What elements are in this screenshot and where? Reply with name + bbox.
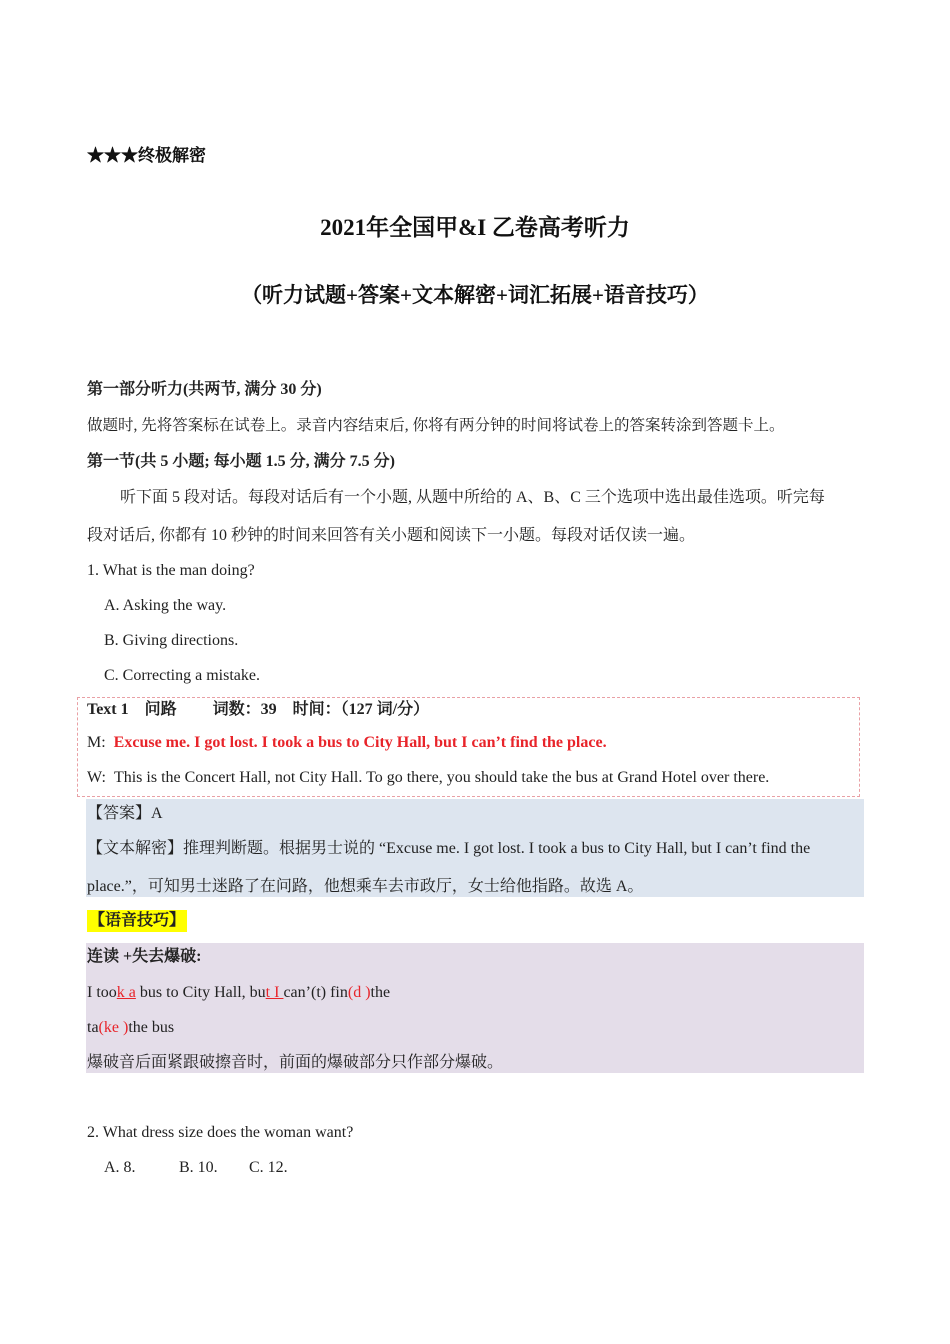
part-heading: 第一部分听力(共两节, 满分 30 分) <box>87 381 322 398</box>
section-heading: 第一节(共 5 小题; 每小题 1.5 分, 满分 7.5 分) <box>87 453 395 470</box>
question-2: 2. What dress size does the woman want? <box>87 1124 354 1141</box>
q2-option-a: A. 8. <box>104 1159 136 1176</box>
speaker-w-line <box>87 767 769 789</box>
page-title: 2021年全国甲&I 乙卷高考听力 <box>320 215 630 240</box>
tips-example-line-1 <box>87 982 390 1004</box>
tips-seg: ta <box>87 1019 99 1036</box>
speaker-m-line <box>87 732 607 754</box>
tips-label: 【语音技巧】 <box>87 910 187 932</box>
q2-option-c: C. 12. <box>249 1159 288 1176</box>
tips-seg: the <box>370 984 391 1001</box>
page-subtitle: （听力试题+答案+文本解密+词汇拓展+语音技巧） <box>241 283 709 307</box>
section-intro-line-2: 段对话后, 你都有 10 秒钟的时间来回答有关小题和阅读下一小题。每段对话仅读一遍。 <box>87 527 696 544</box>
question-1: 1. What is the man doing? <box>87 562 255 579</box>
explanation-line-1: 【文本解密】推理判断题。根据男士说的 “Excuse me. I got lost. I took a bus to City Hall, but I can’t find the <box>87 840 811 857</box>
tips-note: 爆破音后面紧跟破擦音时，前面的爆破部分只作部分爆破。 <box>87 1054 504 1071</box>
explanation-line-2: place.”，可知男士迷路了在问路，他想乘车去市政厅，女士给他指路。故选 A。 <box>87 878 644 895</box>
plosion-mark: (ke ) <box>98 1019 129 1036</box>
plosion-mark: (d ) <box>347 984 371 1001</box>
speaker-m-text: Excuse me. I got lost. I took a bus to City Hall, but I can’t find the place. <box>113 734 607 751</box>
q1-option-b: B. Giving directions. <box>104 632 239 649</box>
tips-seg: I too <box>87 984 117 1001</box>
q2-option-b: B. 10. <box>179 1159 218 1176</box>
tips-seg: bus to City Hall, bu <box>135 984 266 1001</box>
rating-badge: ★★★终极解密 <box>87 146 206 165</box>
tips-example-line-2 <box>87 1017 174 1039</box>
tips-seg: the bus <box>128 1019 175 1036</box>
speaker-m-label: M: <box>87 734 106 751</box>
section-intro-line-1: 听下面 5 段对话。每段对话后有一个小题, 从题中所给的 A、B、C 三个选项中选出最佳选项。听完每 <box>120 489 825 506</box>
part-instruction: 做题时, 先将答案标在试卷上。录音内容结束后, 你将有两分钟的时间将试卷上的答案转涂到答题卡上。 <box>87 417 785 434</box>
answer-line: 【答案】A <box>87 805 163 822</box>
speaker-w-label: W: <box>87 769 106 786</box>
speaker-w-text: This is the Concert Hall, not City Hall. To go there, you should take the bus at Grand Hotel over there. <box>113 769 770 786</box>
tips-heading: 连读 +失去爆破: <box>87 948 202 965</box>
transcript-info: Text 1 问路 词数：39 时间：（127 词/分） <box>87 701 430 718</box>
linking-mark: t I <box>265 984 284 1001</box>
q1-option-c: C. Correcting a mistake. <box>104 667 260 684</box>
q1-option-a: A. Asking the way. <box>104 597 227 614</box>
tips-seg: can’(t) fin <box>283 984 348 1001</box>
linking-mark: k a <box>116 984 136 1001</box>
